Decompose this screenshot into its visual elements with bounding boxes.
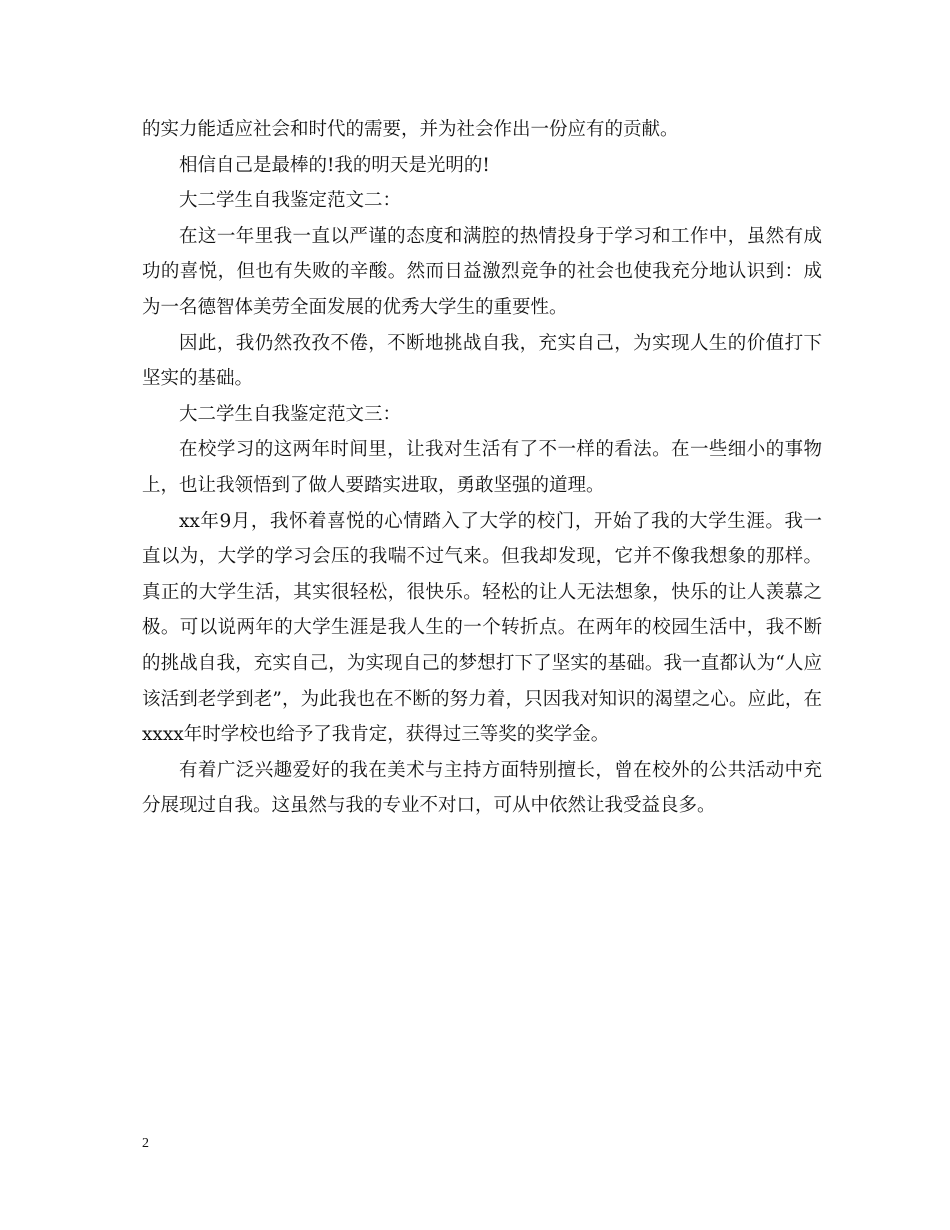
page-number: 2 xyxy=(142,1136,149,1151)
paragraph-5: 因此，我仍然孜孜不倦，不断地挑战自我，充实自己，为实现人生的价值打下坚实的基础。 xyxy=(142,332,822,390)
paragraph-1: 的实力能适应社会和时代的需要，并为社会作出一份应有的贡献。 xyxy=(142,119,679,140)
body-text xyxy=(142,112,822,824)
paragraph-9: 有着广泛兴趣爱好的我在美术与主持方面特别擅长，曾在校外的公共活动中充分展现过自我。这虽然与我的专业不对口，可从中依然让我受益良多。 xyxy=(142,759,822,817)
section-heading-sample-three: 大二学生自我鉴定范文三： xyxy=(179,403,402,425)
paragraph-4: 在这一年里我一直以严谨的态度和满腔的热情投身于学习和工作中，虽然有成功的喜悦，但也有失败的辛酸。然而日益激烈竞争的社会也使我充分地认识到：成为一名德智体美劳全面发展的优秀大学生的重要性。 xyxy=(142,225,822,318)
section-heading-sample-two: 大二学生自我鉴定范文二： xyxy=(179,190,402,212)
paragraph-2: 相信自己是最棒的!我的明天是光明的! xyxy=(179,154,490,176)
paragraph-7: 在校学习的这两年时间里，让我对生活有了不一样的看法。在一些细小的事物上，也让我领悟到了做人要踏实进取，勇敢坚强的道理。 xyxy=(142,439,822,496)
paragraph-8: xx年9月，我怀着喜悦的心情踏入了大学的校门，开始了我的大学生涯。我一直以为，大学的学习会压的我喘不过气来。但我却发现，它并不像我想象的那样。真正的大学生活，其实很轻松，很快乐。轻松的让人无法想象，快乐的让人羡慕之极。可以说两年的大学生涯是我人生的一个转折点。在两年的校园生活中，我不断的挑战自我，充实自己，为实现自己的梦想打下了坚实的基础。我一直都认为“人应该活到老学到老”，为此我也在不断的努力着，只因我对知识的渴望之心。应此，在xxxx年时学校也给予了我肯定，获得过三等奖的奖学金。 xyxy=(142,510,822,746)
